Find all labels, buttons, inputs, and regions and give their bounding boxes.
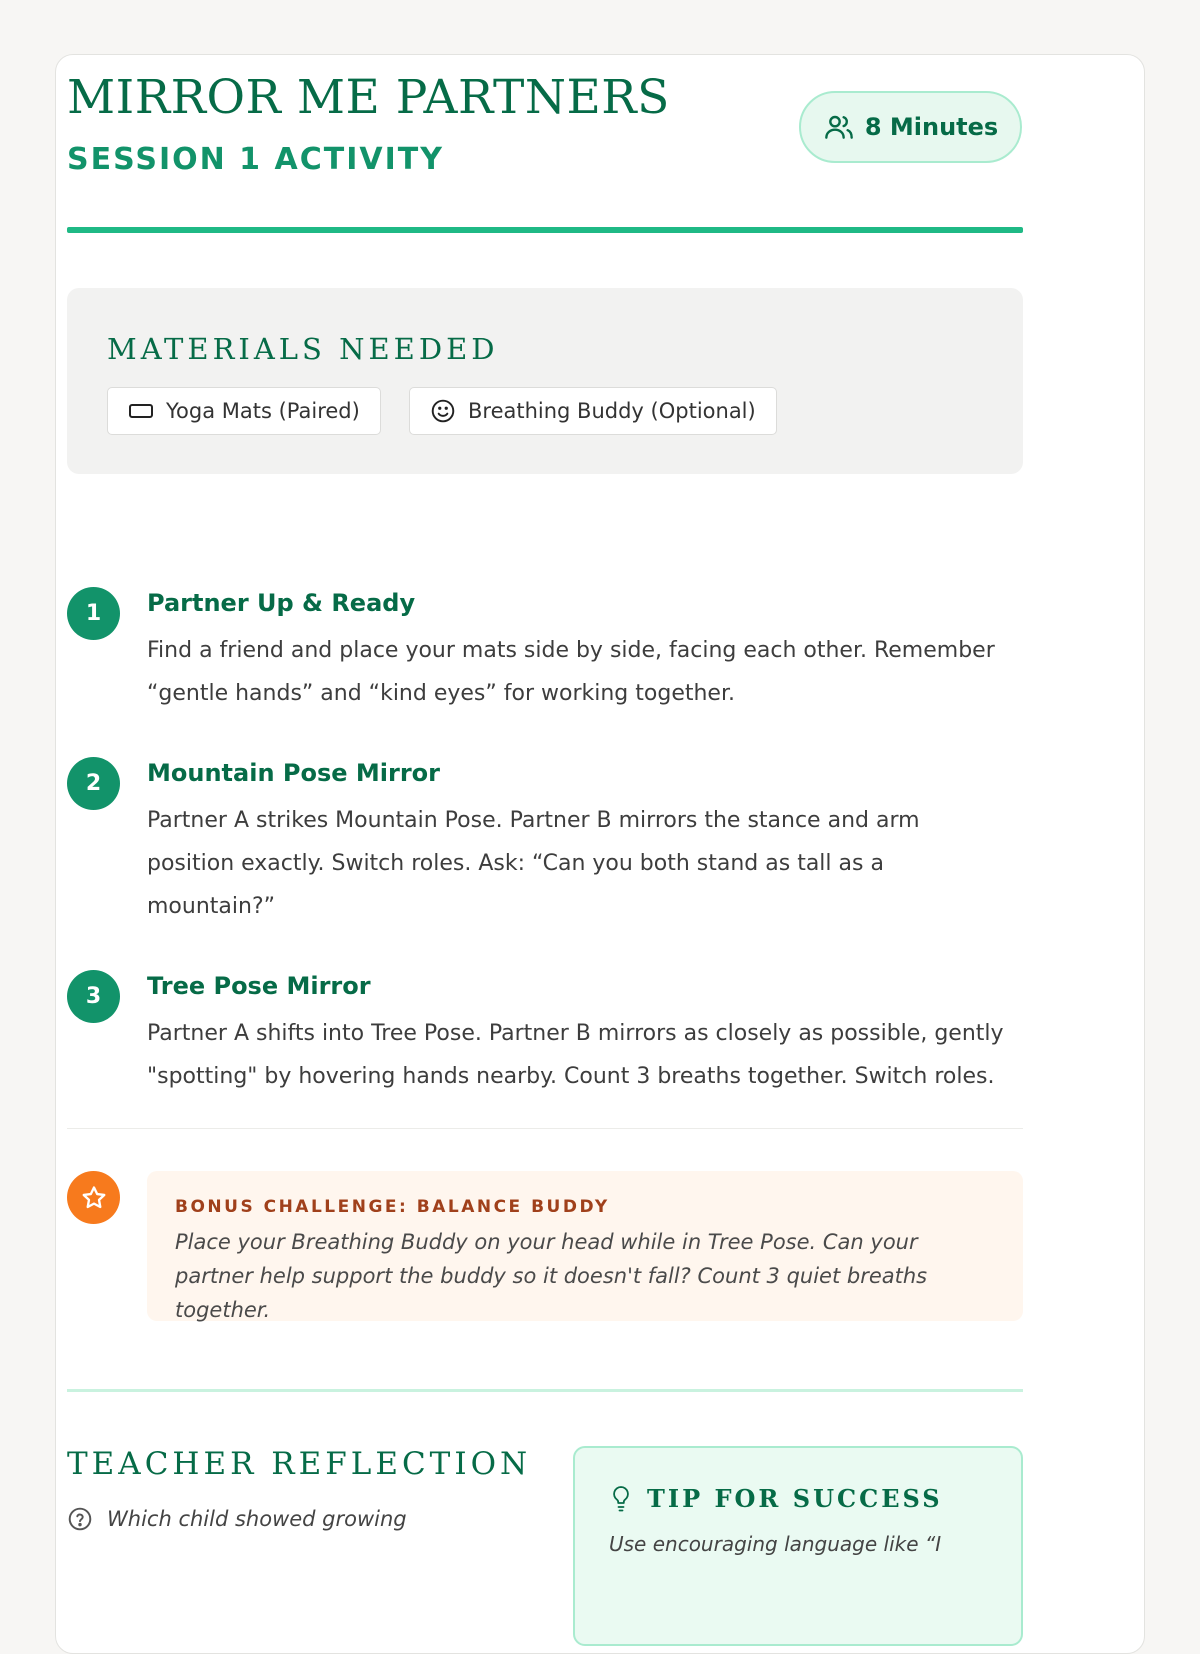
users-icon <box>823 111 855 143</box>
bonus-text: Place your Breathing Buddy on your head while in Tree Pose. Can your partner help support the buddy so it doesn't fall? Count 3 quiet breaths together. <box>175 1230 928 1322</box>
reflection-question <box>67 1506 407 1532</box>
duration-badge <box>799 91 1022 163</box>
reflection-question-text: Which child showed growing <box>107 1507 407 1531</box>
bonus-challenge-box <box>147 1171 1023 1321</box>
page-title: MIRROR ME PARTNERS <box>67 70 670 125</box>
tip-header <box>609 1484 943 1513</box>
step-title: Partner Up & Ready <box>147 589 416 617</box>
materials-heading: MATERIALS NEEDED <box>107 332 499 366</box>
step-number: 1 <box>67 587 120 640</box>
step-title: Tree Pose Mirror <box>147 972 371 1000</box>
header-divider <box>67 227 1023 233</box>
mat-icon <box>128 401 154 421</box>
bonus-title: BONUS CHALLENGE: BALANCE BUDDY <box>175 1197 610 1217</box>
star-icon <box>80 1184 108 1212</box>
material-chip-yoga-mats <box>107 387 381 435</box>
tip-text: Use encouraging language like “I <box>609 1532 942 1556</box>
material-chip-breathing-buddy <box>409 387 777 435</box>
step-number: 3 <box>67 970 120 1023</box>
step-description: Partner A shifts into Tree Pose. Partner B mirrors as closely as possible, gently "spotting" by hovering hands nearby. Count 3 breaths together. Switch roles. <box>147 1021 1004 1089</box>
step-description: Partner A strikes Mountain Pose. Partner B mirrors the stance and arm position exactly. Switch roles. Ask: “Can you both stand as tall as a mountain?” <box>147 808 920 919</box>
reflection-divider <box>67 1389 1023 1392</box>
lightbulb-icon <box>609 1485 633 1513</box>
question-icon <box>67 1506 93 1532</box>
step-description: Find a friend and place your mats side by side, facing each other. Remember “gentle hands” and “kind eyes” for working together. <box>147 638 995 706</box>
step-number: 2 <box>67 757 120 810</box>
material-label: Yoga Mats (Paired) <box>166 399 360 423</box>
tip-title: TIP FOR SUCCESS <box>647 1484 943 1513</box>
bonus-star-badge <box>67 1171 120 1224</box>
duration-text: 8 Minutes <box>864 113 999 141</box>
tip-box <box>573 1446 1023 1646</box>
material-label: Breathing Buddy (Optional) <box>468 399 756 423</box>
smile-icon <box>430 398 456 424</box>
reflection-heading: TEACHER REFLECTION <box>67 1446 532 1482</box>
materials-panel <box>67 288 1023 474</box>
step-title: Mountain Pose Mirror <box>147 759 440 787</box>
steps-divider <box>67 1128 1023 1129</box>
page-subtitle: SESSION 1 ACTIVITY <box>67 142 444 177</box>
